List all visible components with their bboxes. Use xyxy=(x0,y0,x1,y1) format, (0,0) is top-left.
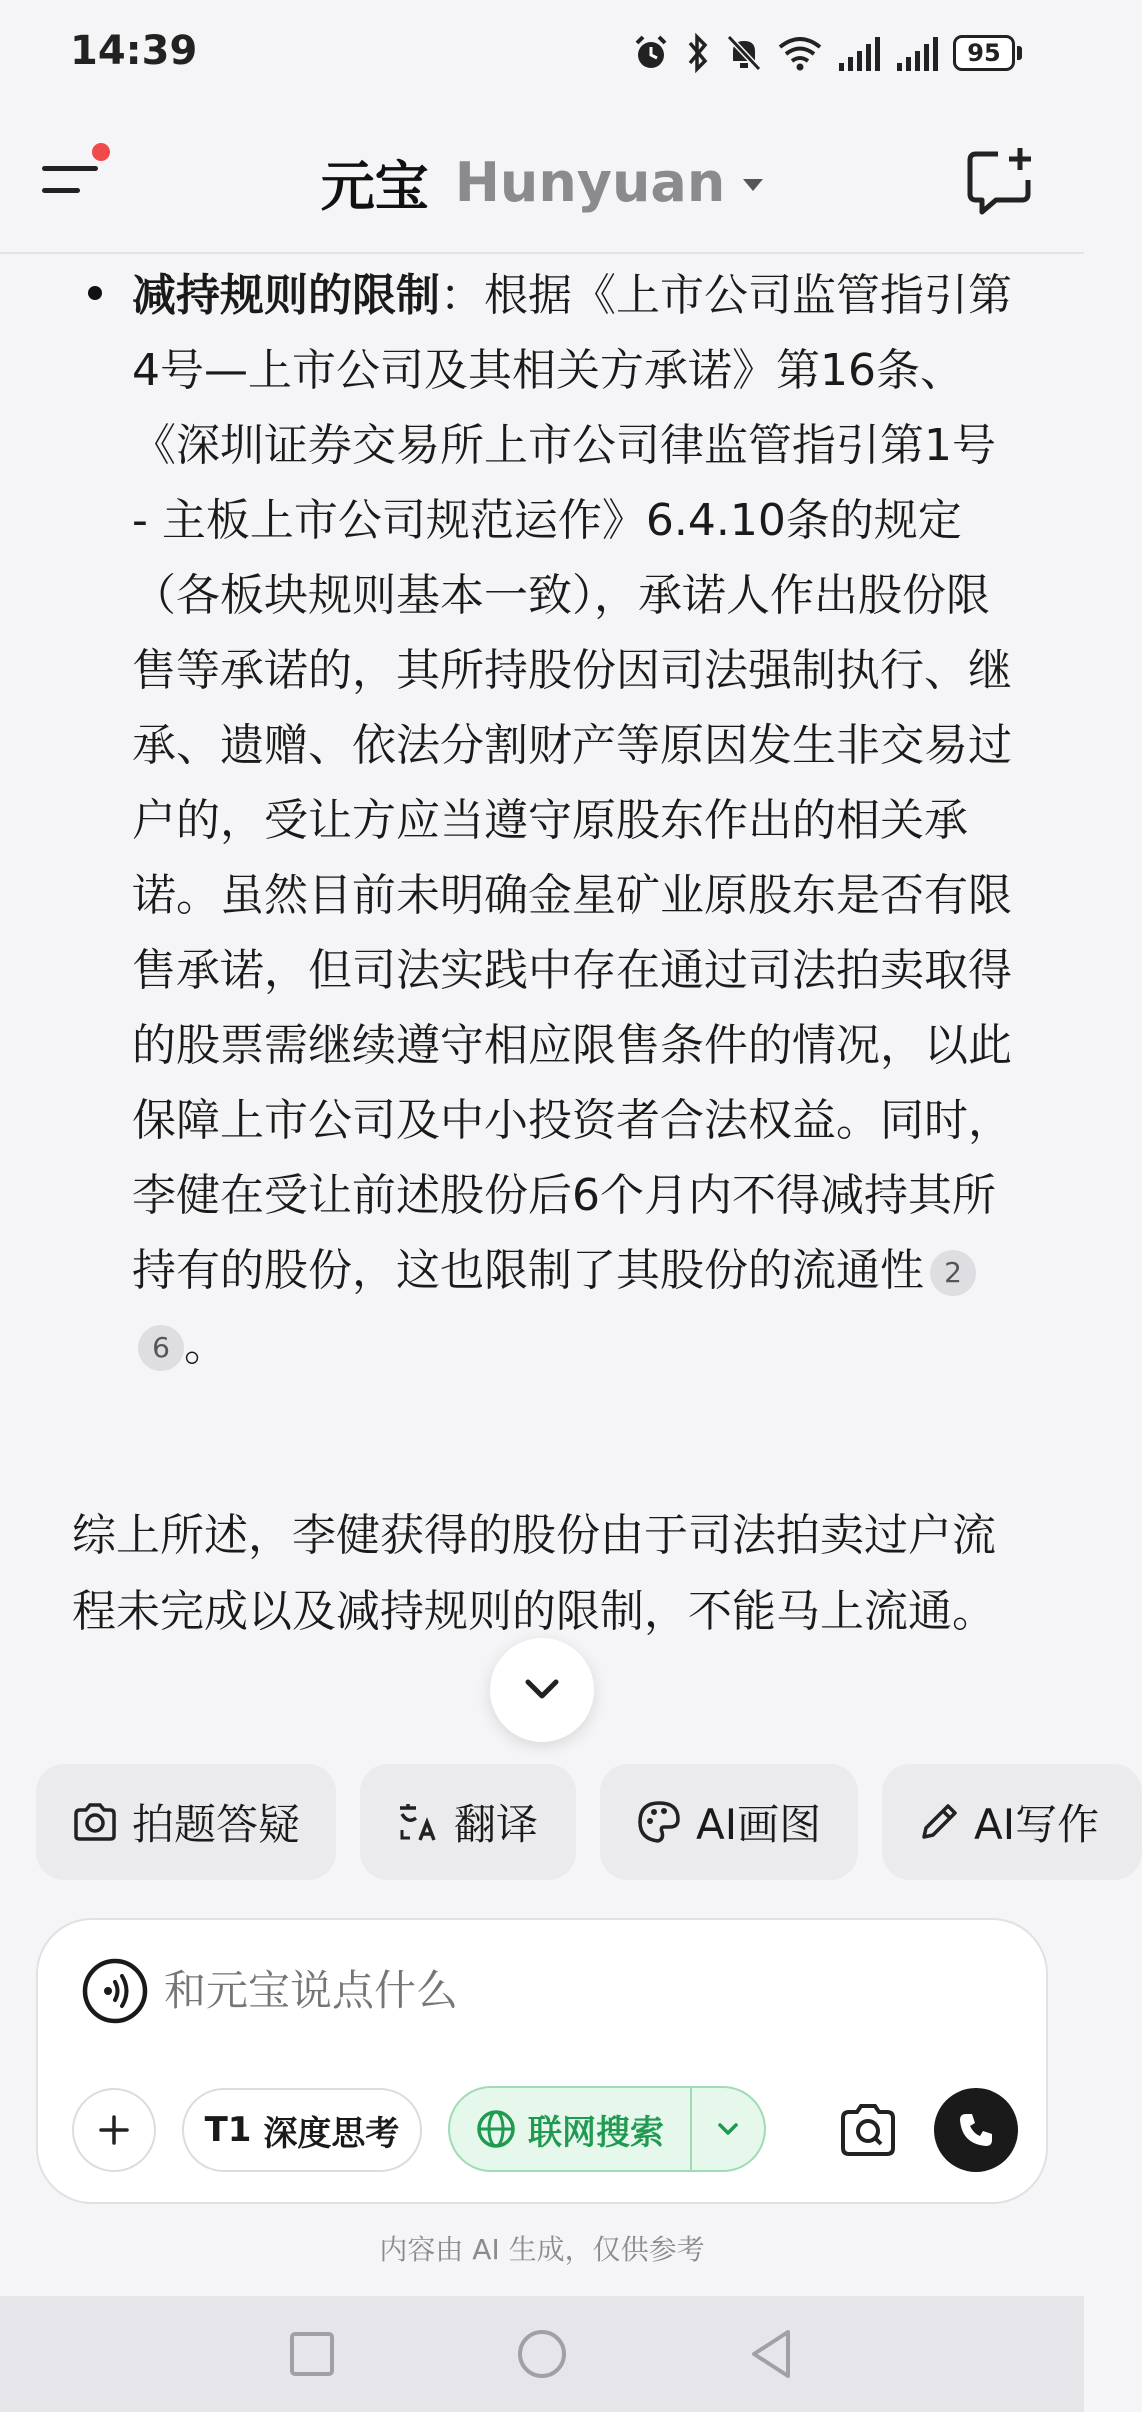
chip-photo-question[interactable] xyxy=(36,1764,336,1880)
bluetooth-icon xyxy=(685,33,711,73)
chip-label: 翻译 xyxy=(454,1800,539,1849)
answer-bullet xyxy=(132,258,1012,1383)
voice-input-icon[interactable] xyxy=(82,1958,148,2024)
header-title xyxy=(0,142,1084,222)
message-input[interactable] xyxy=(162,1954,866,2028)
status-bar xyxy=(0,0,1084,112)
camera-scan-icon xyxy=(837,2102,899,2158)
new-chat-icon[interactable] xyxy=(964,146,1040,218)
signal-icon xyxy=(837,33,881,73)
chip-translate[interactable] xyxy=(360,1764,576,1880)
chip-ai-write[interactable] xyxy=(882,1764,1142,1880)
think-model-tag: T1 xyxy=(204,2110,252,2150)
web-search-label: 联网搜索 xyxy=(528,2112,664,2153)
battery-indicator xyxy=(953,35,1022,71)
add-attachment-button[interactable] xyxy=(72,2088,156,2172)
scroll-down-button[interactable] xyxy=(490,1638,594,1742)
chevron-down-icon xyxy=(522,1676,562,1704)
mute-icon xyxy=(725,33,763,73)
bullet-body: ：根据《上市公司监管指引第4号—上市公司及其相关方承诺》第16条、《深圳证券交易所上市公司律监管指引第1号 - 主板上市公司规范运作》6.4.10条的规定（各板块规则基本一致），承诺人作出股份限售等承诺的，其所持股份因司法强制执行、继承、遗赠、依法分割财产等原因发生非交易过户的，受让方应当遵守原股东作出的相关承诺。虽然目前未明确金星矿业原股东是否有限售承诺，但司法实践中存在通过司法拍卖取得的股票需继续遵守相应限售条件的情况，以此保障上市公司及中小投资者合法权益。同时，李健在受让前述股份后6个月内不得减持其所持有的股份，这也限制了其股份的流通性 xyxy=(132,270,1012,1296)
recent-apps-icon[interactable] xyxy=(284,2326,340,2382)
alarm-icon xyxy=(631,33,671,73)
bullet-marker xyxy=(88,286,102,300)
deep-think-toggle[interactable] xyxy=(182,2088,422,2172)
chevron-down-icon[interactable] xyxy=(743,179,763,191)
pen-icon xyxy=(918,1801,960,1843)
signal-icon xyxy=(895,33,939,73)
think-label: 深度思考 xyxy=(263,2113,400,2154)
status-icons xyxy=(631,30,1022,76)
translate-icon xyxy=(396,1800,440,1844)
back-icon[interactable] xyxy=(744,2326,800,2382)
system-nav-bar xyxy=(0,2296,1084,2412)
bullet-end: 。 xyxy=(184,1320,228,1371)
chat-content xyxy=(0,252,1084,1752)
web-search-toggle xyxy=(448,2086,766,2172)
web-search-options[interactable] xyxy=(692,2088,764,2170)
palette-icon xyxy=(636,1799,682,1845)
app-brand: 元宝 xyxy=(320,154,429,218)
ai-disclaimer: 内容由 AI 生成，仅供参考 xyxy=(379,2233,705,2266)
model-selector[interactable]: Hunyuan xyxy=(454,150,726,214)
voice-call-button[interactable] xyxy=(934,2088,1018,2172)
answer-summary: 综上所述，李健获得的股份由于司法拍卖过户流程未完成以及减持规则的限制，不能马上流通。 xyxy=(72,1510,996,1637)
chip-ai-draw[interactable] xyxy=(600,1764,858,1880)
quick-actions xyxy=(36,1764,1100,1882)
globe-icon xyxy=(476,2109,516,2149)
web-search-button[interactable] xyxy=(450,2088,690,2170)
citation-badge[interactable]: 6 xyxy=(138,1325,184,1371)
wifi-icon xyxy=(777,33,823,73)
bullet-title: 减持规则的限制 xyxy=(132,270,440,321)
status-time: 14:39 xyxy=(70,28,198,74)
battery-level: 95 xyxy=(953,35,1015,71)
chip-label: AI画图 xyxy=(696,1800,822,1849)
citation-badge[interactable]: 2 xyxy=(930,1250,976,1296)
chip-label: AI写作 xyxy=(974,1800,1100,1849)
plus-icon xyxy=(97,2113,131,2147)
chip-label: 拍题答疑 xyxy=(132,1800,301,1849)
camera-icon xyxy=(72,1802,118,1842)
camera-button[interactable] xyxy=(828,2090,908,2170)
phone-icon xyxy=(956,2110,996,2150)
home-icon[interactable] xyxy=(514,2326,570,2382)
chevron-down-icon xyxy=(716,2121,740,2137)
composer xyxy=(36,1918,1048,2204)
